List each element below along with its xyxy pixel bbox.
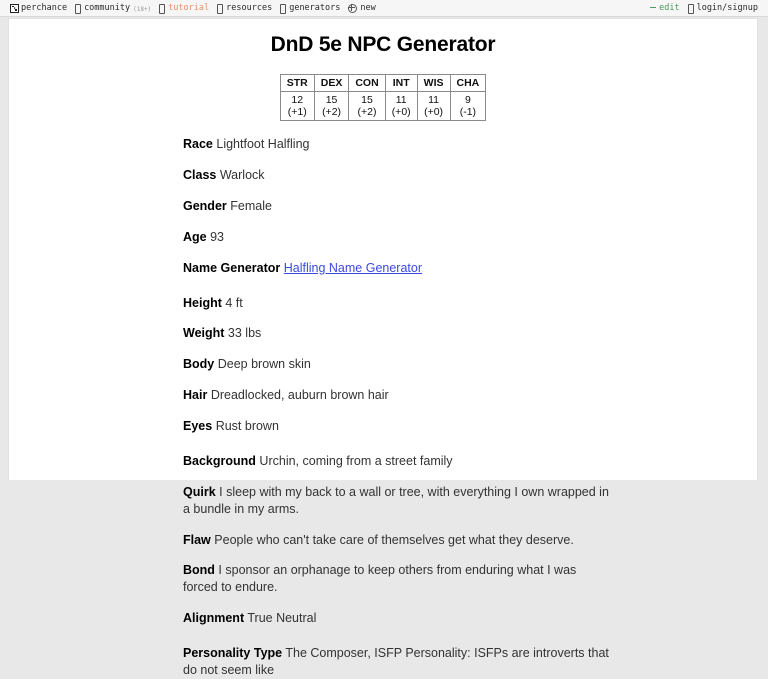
field-quirk-label: Quirk <box>183 484 216 499</box>
npc-details-list <box>183 136 613 679</box>
page-title: DnD 5e NPC Generator <box>270 33 496 56</box>
perchance-logo-icon <box>10 4 19 13</box>
stat-header-wis: WIS <box>417 75 450 92</box>
ability-scores-section <box>9 74 757 121</box>
field-body-label: Body <box>183 357 215 372</box>
field-race-label: Race <box>183 137 213 152</box>
field-body <box>183 356 613 373</box>
field-alignment-label: Alignment <box>183 611 245 626</box>
field-height-label: Height <box>183 295 222 310</box>
field-background-value: Urchin, coming from a street family <box>259 453 453 468</box>
stat-cell-int <box>385 92 417 121</box>
stat-value-wis: 11 <box>428 94 440 107</box>
field-name-generator-label: Name Generator <box>183 260 281 275</box>
stat-value-int: 11 <box>395 94 407 107</box>
book-icon <box>159 4 165 14</box>
field-gender <box>183 198 613 215</box>
nav-item-generators-label: generators <box>289 3 341 13</box>
field-gender-value: Female <box>230 198 272 213</box>
field-weight-value: 33 lbs <box>227 326 262 341</box>
nav-right-group <box>646 3 762 13</box>
nav-item-community-label: community <box>84 3 131 13</box>
stat-modifier-dex: (+2) <box>322 106 342 119</box>
stat-modifier-con: (+2) <box>357 106 377 119</box>
halfling-name-generator-link[interactable]: Halfling Name Generator <box>283 260 423 275</box>
brand-perchance[interactable] <box>6 3 71 13</box>
field-height-value: 4 ft <box>225 295 243 310</box>
nav-item-community[interactable] <box>71 3 155 13</box>
nav-item-edit-label: edit <box>659 3 680 13</box>
nav-item-login-signup[interactable] <box>684 3 762 13</box>
field-hair-value: Dreadlocked, auburn brown hair <box>210 388 389 403</box>
stat-value-str: 12 <box>291 94 304 107</box>
stat-value-dex: 15 <box>325 94 338 107</box>
field-quirk <box>183 484 613 518</box>
field-background <box>183 453 613 470</box>
stat-cell-wis <box>417 92 450 121</box>
field-hair <box>183 387 613 404</box>
field-alignment-value: True Neutral <box>247 611 317 626</box>
field-flaw-label: Flaw <box>183 532 211 547</box>
table-header-row <box>280 75 486 92</box>
nav-item-login-signup-label: login/signup <box>696 3 758 13</box>
nav-item-edit[interactable] <box>646 3 683 13</box>
stat-modifier-wis: (+0) <box>424 106 444 119</box>
stat-header-con: CON <box>349 75 385 92</box>
top-navigation-bar <box>0 0 768 17</box>
field-age <box>183 229 613 246</box>
stat-header-cha: CHA <box>450 75 486 92</box>
book-icon <box>280 4 286 14</box>
stat-header-dex: DEX <box>314 75 349 92</box>
stat-value-cha: 9 <box>464 94 471 107</box>
table-row <box>280 92 486 121</box>
field-age-value: 93 <box>210 229 225 244</box>
field-race-value: Lightfoot Halfling <box>216 137 310 152</box>
field-personality-type <box>183 645 613 679</box>
brand-label: perchance <box>21 3 68 13</box>
field-name-generator <box>183 260 613 277</box>
field-age-label: Age <box>183 229 207 244</box>
field-height <box>183 295 613 312</box>
field-flaw <box>183 532 613 549</box>
stat-header-str: STR <box>280 75 314 92</box>
field-alignment <box>183 610 613 627</box>
nav-item-new[interactable] <box>344 3 379 13</box>
stat-value-con: 15 <box>361 94 373 107</box>
nav-item-resources-label: resources <box>226 3 273 13</box>
field-class-label: Class <box>183 168 217 183</box>
field-bond-label: Bond <box>183 563 215 578</box>
field-personality-type-label: Personality Type <box>183 646 283 661</box>
field-eyes <box>183 418 613 435</box>
field-bond-value: I sponsor an orphanage to keep others from enduring what I was forced to endure. <box>183 563 577 595</box>
stat-cell-dex <box>314 92 349 121</box>
field-weight-label: Weight <box>183 326 225 341</box>
field-gender-label: Gender <box>183 198 227 213</box>
field-hair-label: Hair <box>183 388 208 403</box>
stat-modifier-int: (+0) <box>391 106 411 119</box>
globe-icon <box>348 4 357 13</box>
field-quirk-value: I sleep with my back to a wall or tree, with everything I own wrapped in a bundle in my arms. <box>183 484 609 516</box>
ability-scores-table <box>280 74 487 121</box>
stat-modifier-cha: (-1) <box>459 106 477 119</box>
field-flaw-value: People who can't take care of themselves get what they deserve. <box>214 532 574 547</box>
nav-item-resources[interactable] <box>213 3 276 13</box>
stat-header-int: INT <box>385 75 417 92</box>
generator-content-card <box>8 18 758 677</box>
field-eyes-value: Rust brown <box>215 419 279 434</box>
field-personality-type-value: The Composer, ISFP Personality: ISFPs are introverts that do not seem like <box>183 646 609 677</box>
stat-cell-cha <box>450 92 486 121</box>
community-age-badge: (18+) <box>133 5 152 13</box>
book-icon <box>688 4 694 14</box>
field-class-value: Warlock <box>219 168 265 183</box>
field-weight <box>183 325 613 342</box>
field-background-label: Background <box>183 453 256 468</box>
nav-item-new-label: new <box>360 3 376 13</box>
book-icon <box>75 4 81 14</box>
pencil-icon <box>650 7 656 8</box>
nav-left-group <box>6 3 380 13</box>
stat-cell-str <box>280 92 314 121</box>
nav-item-generators[interactable] <box>276 3 344 13</box>
field-class <box>183 167 613 184</box>
nav-item-tutorial-label: tutorial <box>168 3 210 13</box>
field-eyes-label: Eyes <box>183 419 213 434</box>
stat-modifier-str: (+1) <box>287 106 307 119</box>
nav-item-tutorial[interactable] <box>155 3 213 13</box>
field-race <box>183 136 613 153</box>
field-bond <box>183 562 613 596</box>
book-icon <box>217 4 223 14</box>
stat-cell-con <box>349 92 385 121</box>
field-body-value: Deep brown skin <box>217 357 311 372</box>
